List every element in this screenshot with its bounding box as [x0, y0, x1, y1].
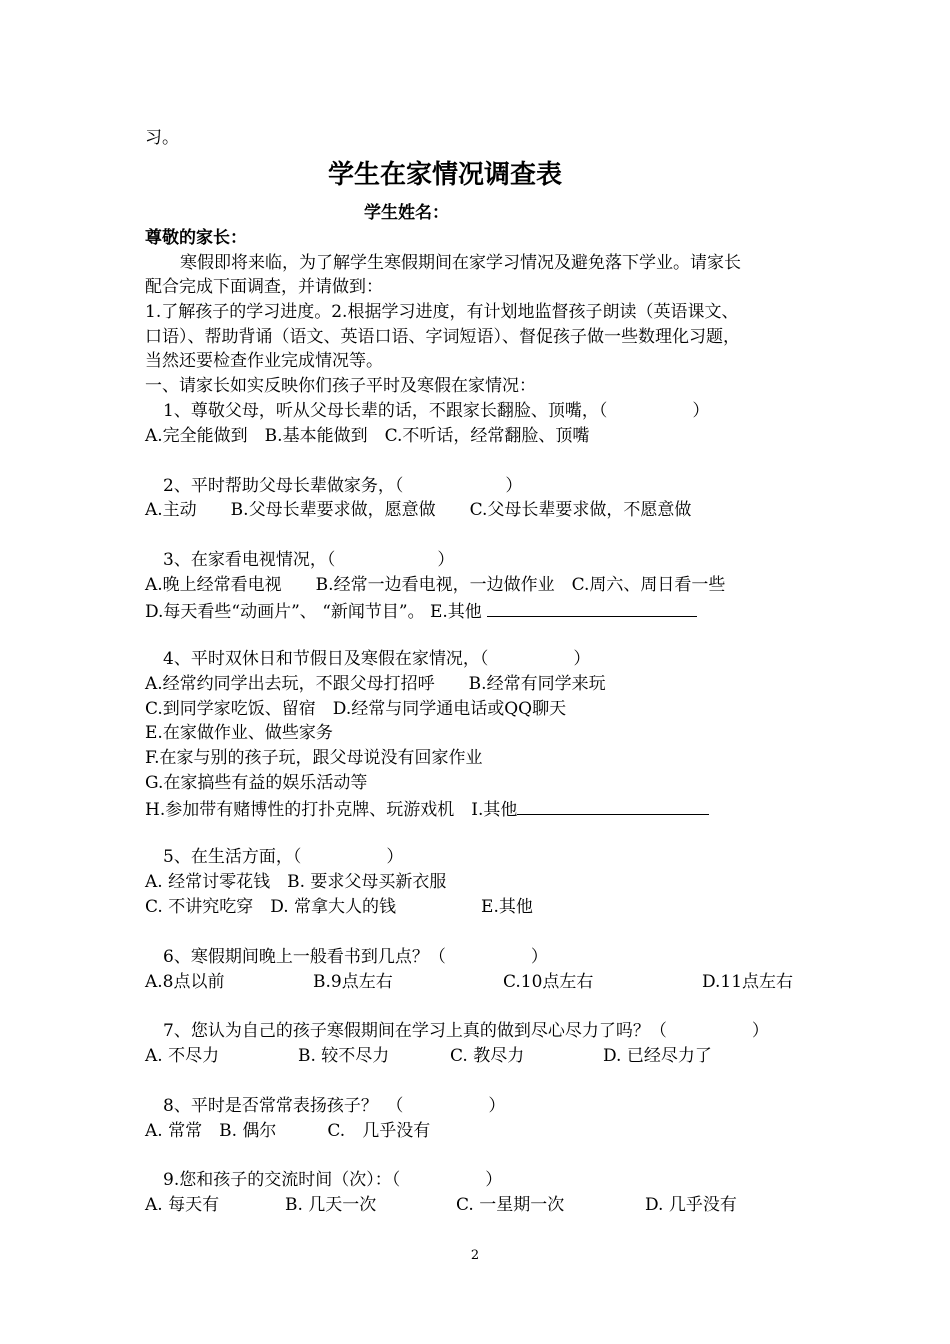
- intro-line-4: 口语）、帮助背诵（语文、英语口语、字词短语）、督促孩子做一些数理化习题，: [145, 327, 740, 347]
- intro-line-2: 配合完成下面调查，并请做到：: [145, 277, 383, 297]
- question-5: 5、在生活方面，（ ）: [163, 847, 404, 867]
- section-heading: 一、请家长如实反映你们孩子平时及寒假在家情况：: [145, 376, 536, 396]
- intro-line-5: 当然还要检查作业完成情况等。: [145, 351, 383, 371]
- question-9-option-c: C. 一星期一次: [456, 1195, 565, 1215]
- question-3-options-line-2-text: D.每天看些“动画片”、 “新闻节目”。 E.其他: [145, 602, 482, 622]
- other-answer-blank[interactable]: [487, 599, 697, 617]
- question-4-option-line-1: A.经常约同学出去玩，不跟父母打招呼 B.经常有同学来玩: [145, 674, 606, 694]
- question-7-option-c: C. 教尽力: [450, 1046, 525, 1066]
- question-6-option-d: D.11点左右: [702, 972, 794, 992]
- question-4-option-line-2: C.到同学家吃饭、留宿 D.经常与同学通电话或QQ聊天: [145, 699, 567, 719]
- question-6-option-a: A.8点以前: [145, 972, 225, 992]
- question-4-option-line-6: [145, 797, 709, 821]
- question-3-options-line-2: [145, 599, 697, 623]
- question-9-option-b: B. 几天一次: [285, 1195, 377, 1215]
- question-1: 1、尊敬父母，听从父母长辈的话，不跟家长翻脸、顶嘴，（ ）: [163, 401, 710, 421]
- question-5-options-line-2: C. 不讲究吃穿 D. 常拿大人的钱 E.其他: [145, 897, 533, 917]
- question-9: 9.您和孩子的交流时间（次）：（ ）: [163, 1170, 503, 1190]
- intro-line-1: 寒假即将来临，为了解学生寒假期间在家学习情况及避免落下学业。请家长: [180, 253, 741, 273]
- question-3: 3、在家看电视情况，（ ）: [163, 550, 455, 570]
- salutation: 尊敬的家长：: [145, 228, 247, 248]
- question-6: 6、寒假期间晚上一般看书到几点？（ ）: [163, 947, 548, 967]
- question-7: 7、您认为自己的孩子寒假期间在学习上真的做到尽心尽力了吗？（ ）: [163, 1021, 769, 1041]
- question-4: 4、平时双休日和节假日及寒假在家情况，（ ）: [163, 649, 591, 669]
- question-7-option-a: A. 不尽力: [145, 1046, 220, 1066]
- page-title: 学生在家情况调查表: [327, 160, 562, 190]
- question-4-option-line-5: G.在家搞些有益的娱乐活动等: [145, 773, 368, 793]
- question-1-options: A.完全能做到 B.基本能做到 C.不听话，经常翻脸、顶嘴: [145, 426, 590, 446]
- intro-line-3: 1.了解孩子的学习进度。2.根据学习进度，有计划地监督孩子朗读（英语课文、: [145, 302, 739, 322]
- question-6-option-c: C.10点左右: [503, 972, 594, 992]
- question-9-option-d: D. 几乎没有: [645, 1195, 737, 1215]
- question-6-option-b: B.9点左右: [313, 972, 393, 992]
- question-8-options: A. 常常 B. 偶尔 C. 几乎没有: [145, 1121, 431, 1141]
- question-7-option-b: B. 较不尽力: [298, 1046, 390, 1066]
- question-7-option-d: D. 已经尽力了: [603, 1046, 712, 1066]
- question-8: 8、平时是否常常表扬孩子？ （ ）: [163, 1096, 506, 1116]
- page-number: 2: [470, 1248, 480, 1263]
- question-3-options-line-1: A.晚上经常看电视 B.经常一边看电视，一边做作业 C.周六、周日看一些: [145, 575, 726, 595]
- question-4-option-line-3: E.在家做作业、做些家务: [145, 723, 333, 743]
- top-fragment: 习。: [145, 128, 179, 148]
- other-answer-blank[interactable]: [517, 797, 709, 815]
- question-9-option-a: A. 每天有: [145, 1195, 220, 1215]
- question-2-options: A.主动 B.父母长辈要求做，愿意做 C.父母长辈要求做，不愿意做: [145, 500, 692, 520]
- question-5-options-line-1: A. 经常讨零花钱 B. 要求父母买新衣服: [145, 872, 447, 892]
- question-4-option-line-4: F.在家与别的孩子玩，跟父母说没有回家作业: [145, 748, 483, 768]
- student-name-label: 学生姓名：: [364, 203, 449, 223]
- question-4-option-line-6-text: H.参加带有赌博性的打扑克牌、玩游戏机 I.其他: [145, 800, 518, 820]
- question-2: 2、平时帮助父母长辈做家务，（ ）: [163, 476, 523, 496]
